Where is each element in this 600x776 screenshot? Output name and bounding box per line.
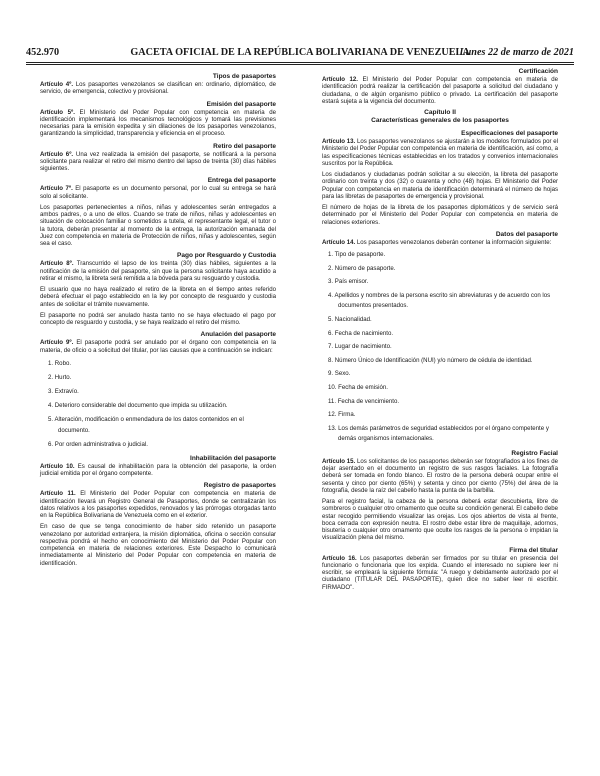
article-11-paragraph-2: En caso de que se tenga conocimiento de haber sido retenido un pasaporte venezolano por autoridad extranjera, la misión diplomática, oficina o sección consular respectiva pondrá el hecho en conocimiento del Ministerio del Poder Popular con competencia en materia de relaciones exteriores. Este Despacho lo comunicará inmediatamente al Ministerio del Poder Popular con competencia en materia de identificación.	[40, 523, 276, 567]
list-item: 13. Los demás parámetros de seguridad establecidos por el órgano competente y demás organismos internacionales.	[328, 424, 549, 443]
heading-registro-facial: Registro Facial	[511, 449, 558, 457]
article-15: Artículo 15. Los solicitantes de los pasaportes deberán ser fotografiados a los fines de dejar asentado en el documento un registro de sus rasgos faciales. La fotografía deberá ser tomada en fondo blanco. El rostro de la persona deberá ocupar entre el sesenta y cinco por ciento (65%) y setenta y cinco por ciento (75%) del área de la fotografía, desde la raíz del cabello hasta la punta de la barbilla.	[322, 457, 558, 494]
left-column	[40, 68, 276, 571]
article-4: Artículo 4º. Los pasaportes venezolanos se clasifican en: ordinario, diplomático, de servicio, de emergencia, colectivo y provisional.	[40, 81, 276, 96]
chapter-title: Características generales de los pasaportes	[371, 117, 509, 124]
list-item: 3. Extravío.	[48, 387, 79, 395]
heading-registro: Registro de pasaportes	[203, 482, 276, 490]
list-item: 1. Tipo de pasaporte.	[328, 251, 386, 258]
list-item: 12. Firma.	[328, 411, 356, 419]
list-item: 8. Número Único de Identificación (NUI) y/o número de cédula de identidad.	[328, 356, 533, 364]
article-8: Artículo 8º. Transcurrido el lapso de los treinta (30) días hábiles, siguientes a la notificación de la emisión del pasaporte, sin que la persona solicitante haya acudido a retirar el mismo, la libreta será remitida a la bóveda para su resguardo y custodia.	[40, 260, 276, 282]
list-item: 2. Hurto.	[48, 373, 72, 381]
article-12: Artículo 12. El Ministerio del Poder Popular con competencia en materia de identificación podrá realizar la certificación del pasaporte a solicitud del ciudadano y ciudadana, o de algún organismo público o privado. La certificación del pasaporte estará sujeta a la vigencia del documento.	[322, 76, 558, 105]
list-item: 5. Alteración, modificación o enmendadura de los datos contenidos en el documento.	[48, 415, 244, 434]
heading-resguardo: Pago por Resguardo y Custodia	[177, 252, 276, 260]
article-8-paragraph-3: El pasaporte no podrá ser anulado hasta tanto no se haya efectuado el pago por concepto de resguardo y custodia, y se haya realizado el retiro del mismo.	[40, 311, 276, 326]
list-item: 10. Fecha de emisión.	[328, 383, 388, 391]
heading-anulacion: Anulación del pasaporte	[200, 331, 276, 339]
article-13: Artículo 13. Los pasaportes venezolanos se ajustarán a los modelos formulados por el Ministerio del Poder Popular con competencia en materia de identificación, así como, a las especificaciones técnicas establecidas en los tratados y convenios internacionales suscritos por la República.	[322, 138, 558, 167]
article-10: Artículo 10. Es causal de inhabilitación para la obtención del pasaporte, la orden judicial emitida por el órgano competente.	[40, 462, 277, 477]
header-rule-top	[26, 62, 574, 63]
article-16: Artículo 16. Los pasaportes deberán ser firmados por su titular en presencia del funcionario o funcionaria que los expida. Cuando el interesado no supiere leer ni escribir, se empleará la siguiente fórmula: "A ruego y debidamente autorizado por el ciudadano (TITULAR DEL PASAPORTE), quien dice no saber leer ni escribir. FIRMADO".	[322, 554, 558, 591]
list-item: 4. Apellidos y nombres de la persona escrito sin abreviaturas y de acuerdo con los documentos presentados.	[328, 291, 551, 310]
article-13-paragraph-2: Los ciudadanos y ciudadanas podrán solicitar a su elección, la libreta del pasaporte ordinario con treinta y dos (32) o cuarenta y ocho (48) hojas. El Ministerio del Poder Popular con competencia en materia de identificación determinará el número de hojas para las libretas de pasaportes de emergencia y provisional.	[322, 171, 558, 200]
list-item: 7. Lugar de nacimiento.	[328, 343, 392, 351]
article-11: Artículo 11. El Ministerio del Poder Popular con competencia en materia de identificación llevará un Registro General de Pasaportes, donde se centralizarán los datos relativos a los pasaportes expedidos, renovados y las prórrogas otorgadas tanto en la República Bolivariana de Venezuela como en el exterior.	[40, 490, 276, 519]
article-9: Artículo 9º. El pasaporte podrá ser anulado por el órgano con competencia en la materia, de oficio o a solicitud del titular, por las causas que a continuación se indican:	[40, 339, 276, 354]
list-item: 6. Por orden administrativa o judicial.	[48, 440, 148, 448]
article-5: Artículo 5º. El Ministerio del Poder Popular con competencia en materia de identificación implementará los mecanismos tecnológicos y tomará las previsiones necesarias para la emisión expedita y sin dilaciones de los pasaportes venezolanos, garantizando la simplicidad, transparencia y eficiencia en el proceso.	[40, 108, 276, 138]
list-item: 11. Fecha de vencimiento.	[328, 397, 400, 405]
heading-inhabilitacion: Inhabilitación del pasaporte	[190, 454, 276, 462]
list-item: 4. Deterioro considerable del documento que impida su utilización.	[48, 401, 228, 409]
article-13-paragraph-3: El número de hojas de la libreta de los pasaportes diplomáticos y de servicio será determinado por el Ministerio del Poder Popular con competencia en materia de relaciones exteriores.	[322, 204, 558, 226]
heading-emision: Emisión del pasaporte	[206, 100, 276, 108]
article-14: Artículo 14. Los pasaportes venezolanos deberán contener la información siguiente:	[322, 238, 552, 246]
gazette-title: GACETA OFICIAL DE LA REPÚBLICA BOLIVARIANA DE VENEZUELA	[130, 47, 470, 58]
chapter-number: Capítulo II	[424, 109, 456, 116]
right-column	[322, 68, 558, 595]
annulment-causes-list	[40, 358, 276, 450]
heading-especificaciones: Especificaciones del pasaporte	[461, 130, 558, 137]
list-item: 3. País emisor.	[328, 278, 369, 286]
header-rule-bottom	[26, 64, 574, 65]
list-item: 9. Sexo.	[328, 370, 351, 378]
heading-datos: Datos del pasaporte	[495, 230, 558, 238]
heading-certificacion: Certificación	[518, 68, 558, 75]
article-8-paragraph-2: El usuario que no haya realizado el retiro de la libreta en el tiempo antes referido deberá efectuar el pago establecido en la ley por concepto de resguardo y custodia antes de solicitar el trámite nuevamente.	[40, 286, 276, 308]
heading-firma: Firma del titular	[509, 546, 558, 554]
gazette-header	[26, 47, 574, 61]
heading-tipos: Tipos de pasaportes	[212, 73, 276, 80]
heading-entrega: Entrega del pasaporte	[207, 177, 276, 185]
publication-date: Lunes 22 de marzo de 2021	[459, 47, 574, 58]
list-item: 6. Fecha de nacimiento.	[328, 329, 394, 337]
article-6: Artículo 6º. Una vez realizada la emisión del pasaporte, se notificará a la persona solicitante para realizar el retiro del mismo dentro del lapso de treinta (30) días hábiles siguientes.	[40, 150, 276, 172]
passport-data-list	[322, 250, 558, 445]
list-item: 5. Nacionalidad.	[328, 315, 372, 323]
page-number: 452.970	[26, 47, 60, 58]
article-15-paragraph-2: Para el registro facial, la cabeza de la persona deberá estar descubierta, libre de sombreros o cualquier otro ornamento que oculte su condición general. El cabello debe estar recogido permitiendo visualizar las orejas. Los ojos abiertos de vista al frente, boca cerrada con expresión neutra. El rostro debe estar libre de maquillaje, adornos, bisutería o cualquier otro ornamento que oculte los rasgos de la persona o impidan la visualización plena del mismo.	[322, 498, 558, 542]
article-7-paragraph-2: Los pasaportes pertenecientes a niños, niñas y adolescentes serán entregados a ambos padres, o a uno de ellos. Cuando se trate de niños, niñas y adolescentes en situación de colocación familiar o sometidos a tutela, el representante legal, el tutor o la tutora, deberán presentar al momento de la entrega, la autorización emanada del Juez con competencia en materia de Protección de niños, niñas y adolescentes, según sea el caso.	[40, 203, 276, 247]
heading-retiro: Retiro del pasaporte	[213, 142, 276, 150]
list-item: 1. Robo.	[48, 359, 72, 367]
article-7: Artículo 7º. El pasaporte es un documento personal, por lo cual su entrega se hará solo al solicitante.	[40, 185, 276, 200]
list-item: 2. Número de pasaporte.	[328, 264, 396, 272]
